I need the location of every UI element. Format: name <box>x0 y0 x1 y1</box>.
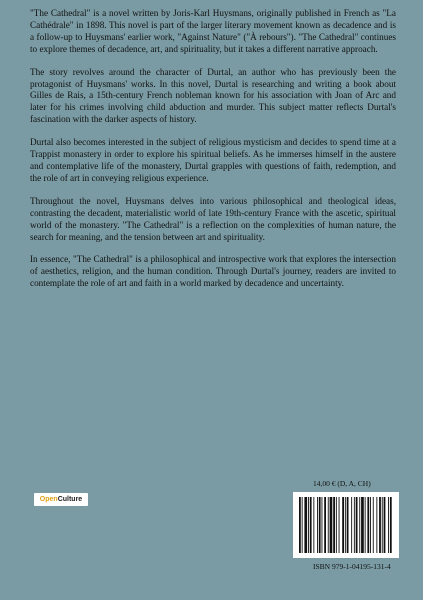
logo-text-culture: Culture <box>57 496 83 503</box>
openculture-logo <box>34 493 88 506</box>
barcode-bars <box>293 492 399 558</box>
price-label: 14,00 € (D, A, CH) <box>313 479 371 488</box>
paragraph-2: The story revolves around the character of Durtal, an author who has previously been the protagonist of Huysmans' works. In this novel, Durtal is researching and writing a book about Gilles de Rais, a 15th-century French nobleman known for his association with Joan of Arc and later for his crimes involving child abduction and murder. This subject matter reflects Durtal's fascination with the darker aspects of history. <box>30 66 396 125</box>
barcode <box>293 492 399 558</box>
logo-text-open: Open <box>39 496 58 503</box>
paragraph-5: In essence, "The Cathedral" is a philosophical and introspective work that explores the intersection of aesthetics, religion, and the human condition. Through Durtal's journey, readers are invited to contemplate the role of art and faith in a world marked by decadence and uncertainty. <box>30 254 396 289</box>
paragraph-1: "The Cathedral" is a novel written by Joris-Karl Huysmans, originally published in French as "La Cathédrale" in 1898. This novel is part of the larger literary movement known as decadence and is a follow-up to Huysmans' earlier work, "Against Nature" ("À rebours"). "The Cathedral" continues to explore themes of decadence, art, and spirituality, but it takes a different narrative approach. <box>30 8 396 54</box>
paragraph-3: Durtal also becomes interested in the subject of religious mysticism and decides to spend time at a Trappist monastery in order to explore his spiritual beliefs. As he immerses himself in the austere and contemplative life of the monastery, Durtal grapples with questions of faith, redemption, and the role of art in conveying religious experience. <box>30 137 396 183</box>
isbn-label: ISBN 979-1-04195-131-4 <box>313 562 391 571</box>
back-cover-text <box>30 8 396 301</box>
paragraph-4: Throughout the novel, Huysmans delves into various philosophical and theological ideas, contrasting the decadent, materialistic world of late 19th-century France with the ascetic, spiritual world of the monastery. "The Cathedral" is a reflection on the complexities of human nature, the search for meaning, and the tension between art and spirituality. <box>30 195 396 242</box>
